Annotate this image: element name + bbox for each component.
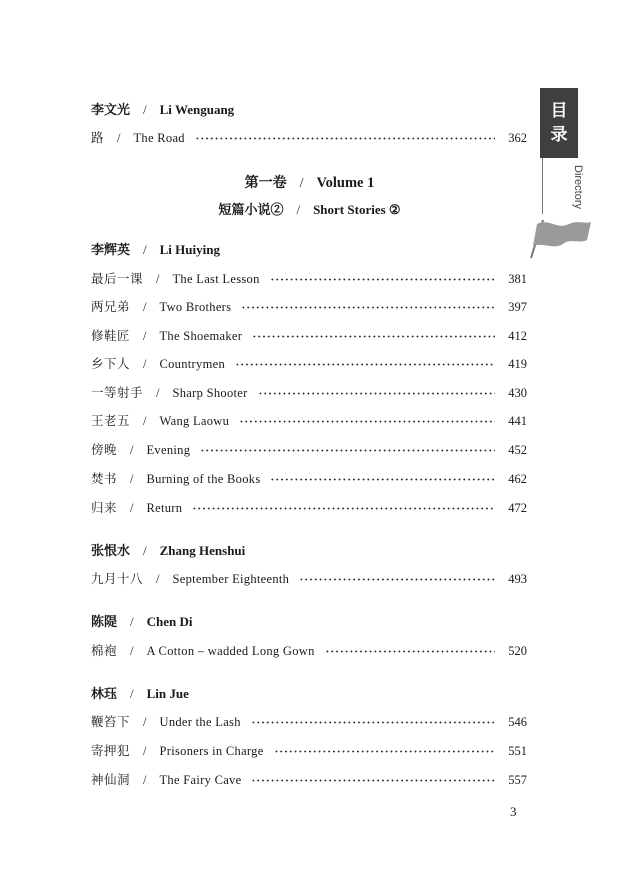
toc-entry[interactable] [91, 770, 527, 790]
entry-title-cn: 棉袍 [91, 644, 118, 658]
entry-title-cn: 鞭笞下 [91, 715, 131, 729]
separator: / [143, 773, 147, 787]
entry-page: 557 [508, 773, 527, 787]
subtitle-en: Short Stories ② [313, 202, 401, 217]
separator: / [143, 329, 147, 343]
entry-title-cn: 九月十八 [91, 572, 144, 586]
dot-leader [192, 506, 495, 510]
directory-label: Directory [572, 165, 584, 210]
entry-title-en: The Fairy Cave [159, 773, 242, 787]
dot-leader [200, 448, 495, 452]
separator: / [130, 614, 134, 629]
directory-tab [540, 88, 578, 158]
entry-title-en: A Cotton – wadded Long Gown [146, 644, 315, 658]
toc-entry[interactable] [91, 128, 527, 148]
entry-page: 430 [508, 386, 527, 400]
entry-title-en: September Eighteenth [172, 572, 290, 586]
entry-title-en: The Shoemaker [159, 329, 243, 343]
author-en: Chen Di [146, 614, 193, 629]
toc-entry[interactable] [91, 297, 527, 317]
entry-title-cn: 两兄弟 [91, 300, 131, 314]
dot-leader [251, 720, 495, 724]
separator: / [143, 357, 147, 371]
entry-title-cn: 修鞋匠 [91, 329, 131, 343]
entry-page: 419 [508, 357, 527, 371]
entry-title-en: Under the Lash [159, 715, 241, 729]
toc-entry[interactable] [91, 354, 527, 374]
author-heading [91, 684, 189, 704]
separator: / [130, 443, 134, 457]
entry-page: 546 [508, 715, 527, 729]
entry-page: 412 [508, 329, 527, 343]
dot-leader [241, 305, 495, 309]
toc-entry[interactable] [91, 741, 527, 761]
separator: / [156, 572, 160, 586]
tab-char-bottom: 录 [550, 125, 568, 145]
separator: / [143, 300, 147, 314]
toc-entry[interactable] [91, 569, 527, 589]
separator: / [143, 102, 147, 117]
author-heading [91, 541, 245, 561]
separator: / [143, 242, 147, 257]
author-cn: 李文光 [91, 102, 131, 117]
dot-leader [252, 334, 495, 338]
dot-leader [251, 778, 495, 782]
author-cn: 陈隄 [91, 614, 118, 629]
entry-title-cn: 傍晚 [91, 443, 118, 457]
entry-page: 397 [508, 300, 527, 314]
entry-page: 493 [508, 572, 527, 586]
entry-title-en: Return [146, 501, 183, 515]
volume-cn: 第一卷 [244, 176, 287, 191]
subtitle-cn: 短篇小说② [218, 202, 284, 217]
dot-leader [239, 419, 495, 423]
entry-title-en: Burning of the Books [146, 472, 261, 486]
toc-entry[interactable] [91, 641, 527, 661]
dot-leader [325, 649, 495, 653]
tab-char-top: 目 [550, 101, 568, 121]
toc-entry[interactable] [91, 383, 527, 403]
author-cn: 林珏 [91, 686, 118, 701]
dot-leader [235, 362, 495, 366]
entry-page: 452 [508, 443, 527, 457]
page-number: 3 [510, 804, 517, 819]
separator: / [299, 176, 304, 191]
separator: / [117, 131, 121, 145]
entry-title-en: Countrymen [159, 357, 225, 371]
volume-en: Volume 1 [316, 175, 375, 191]
author-heading [91, 100, 234, 120]
entry-title-cn: 焚书 [91, 472, 118, 486]
entry-title-cn: 王老五 [91, 414, 131, 428]
entry-title-cn: 归来 [91, 501, 118, 515]
toc-entry[interactable] [91, 712, 527, 732]
toc-entry[interactable] [91, 498, 527, 518]
author-en: Li Wenguang [159, 102, 235, 117]
entry-page: 551 [508, 744, 527, 758]
entry-page: 462 [508, 472, 527, 486]
separator: / [143, 715, 147, 729]
dot-leader [274, 749, 495, 753]
entry-page: 362 [508, 131, 527, 145]
entry-page: 381 [508, 272, 527, 286]
dot-leader [270, 477, 495, 481]
author-cn: 李辉英 [91, 242, 131, 257]
separator: / [143, 744, 147, 758]
author-heading [91, 612, 193, 632]
separator: / [130, 644, 134, 658]
separator: / [296, 202, 301, 217]
entry-title-en: Evening [146, 443, 191, 457]
separator: / [143, 414, 147, 428]
volume-subtitle [0, 200, 619, 220]
toc-entry[interactable] [91, 469, 527, 489]
flag-icon [527, 218, 593, 262]
entry-title-cn: 神仙洞 [91, 773, 131, 787]
entry-title-en: Prisoners in Charge [159, 744, 264, 758]
volume-heading [0, 172, 619, 194]
entry-title-en: Wang Laowu [159, 414, 230, 428]
toc-entry[interactable] [91, 269, 527, 289]
separator: / [130, 501, 134, 515]
separator: / [143, 543, 147, 558]
toc-entry[interactable] [91, 440, 527, 460]
entry-page: 441 [508, 414, 527, 428]
author-en: Zhang Henshui [159, 543, 246, 558]
entry-title-en: The Road [133, 131, 185, 145]
dot-leader [195, 136, 495, 140]
entry-title-cn: 路 [91, 131, 105, 145]
author-heading [91, 240, 220, 260]
entry-title-cn: 最后一课 [91, 272, 144, 286]
author-cn: 张恨水 [91, 543, 131, 558]
separator: / [130, 472, 134, 486]
author-en: Lin Jue [146, 686, 189, 701]
entry-title-en: Sharp Shooter [172, 386, 248, 400]
toc-entry[interactable] [91, 326, 527, 346]
entry-title-cn: 寄押犯 [91, 744, 131, 758]
dot-leader [258, 391, 495, 395]
toc-entry[interactable] [91, 411, 527, 431]
separator: / [156, 272, 160, 286]
entry-page: 520 [508, 644, 527, 658]
entry-title-en: The Last Lesson [172, 272, 260, 286]
separator: / [130, 686, 134, 701]
entry-title-en: Two Brothers [159, 300, 232, 314]
entry-title-cn: 乡下人 [91, 357, 131, 371]
entry-page: 472 [508, 501, 527, 515]
author-en: Li Huiying [159, 242, 220, 257]
dot-leader [299, 577, 495, 581]
separator: / [156, 386, 160, 400]
entry-title-cn: 一等射手 [91, 386, 144, 400]
dot-leader [270, 277, 495, 281]
